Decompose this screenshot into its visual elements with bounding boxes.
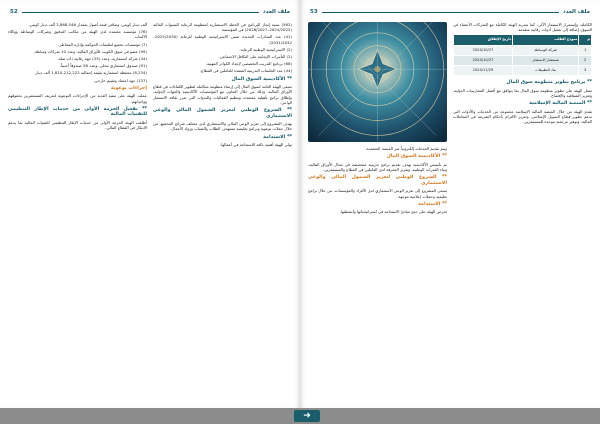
table-cell: 2024/10/27 bbox=[454, 55, 513, 65]
header-divider bbox=[322, 12, 559, 13]
section-heading: ** برنامج تطوير منظومة سوق المال bbox=[506, 80, 592, 86]
table-cell: 3 bbox=[579, 66, 592, 76]
section-text: تحرص الهيئة على دمج مبادئ الاستدامة في استراتيجياتها وأنشطتها. bbox=[339, 209, 447, 215]
right-page bbox=[300, 0, 600, 408]
column-left bbox=[308, 22, 447, 402]
section-text: يسعى المشروع إلى تعزيز الوعي الاستثماري لدى الأفراد والمؤسسات، من خلال برامج تعليمية وحملات إعلامية موجهة. bbox=[308, 188, 447, 199]
table-cell: 1 bbox=[579, 45, 592, 55]
list-item: (2) التأثيرات الإيجابية على التكافل الاجتماعي. bbox=[218, 54, 292, 60]
table-row bbox=[454, 66, 592, 76]
list-item: (44) شركة استثمارية، وعدد (25) جهة رقابية ذات صلة. bbox=[57, 56, 147, 62]
section-heading: إجراءات توعوية bbox=[110, 85, 147, 91]
list-item: (41) عدد المبادرات الجديدة ضمن الاستراتيجية الوطنية للرعاية (2025/2030–2031/2032) bbox=[153, 34, 292, 45]
section-heading: ** الشروع الوطني لتعزيز الشمول المالي والوعي الاستثماري bbox=[308, 175, 447, 186]
list-item: (7) مؤسسات تخضع لتعليمات الحوكمة وإدارة المخاطر. bbox=[58, 41, 147, 47]
list-item: (8,234) محفظة استثمارية بقيمة إجمالية 1,810,212,222 ألف دينار. bbox=[34, 70, 147, 76]
section-heading: ** الاستدامة bbox=[263, 134, 292, 140]
list-item: ألف دينار كويتي، وصافي قيمة أصول بمقدار 2,868,546 ألف دينار كويتي. bbox=[28, 22, 147, 27]
list-item: (2) الاستراتيجية الوطنية للرعاية. bbox=[239, 46, 292, 52]
header-title: ملف العدد bbox=[562, 9, 590, 15]
table-cell: 2024/11/29 bbox=[454, 66, 513, 76]
list-item: (137) جهة اعتماد وتقييم خارجي. bbox=[93, 77, 147, 83]
list-item: (562) نسبة إنجاز البرنامج في الخطة الاستثمارية لمنظومة الرعاية للسنوات المالية (2024/2025–2026/2027) في المؤسسة bbox=[153, 22, 292, 33]
table-header: نموذج الطلب bbox=[512, 35, 578, 45]
column-right bbox=[153, 22, 292, 402]
table-row bbox=[454, 45, 592, 55]
list-item: (91) صندوق استثماري محلي، وعدد 58 صندوقاً أجنبياً. bbox=[59, 63, 147, 69]
next-page-button[interactable] bbox=[294, 410, 320, 422]
table-header: م bbox=[579, 35, 592, 45]
page-header bbox=[10, 6, 290, 18]
section-text: تم تأسيس الأكاديمية بهدف تقديم برامج تدريبية متخصصة في مجال الأوراق المالية، وبناء القدرات الوطنية، وتعزيز المعرفة لدى العاملين في القطاع والمستثمرين. bbox=[308, 161, 447, 172]
table-cell: بنك التطبيقات bbox=[512, 66, 578, 76]
table-header: تاريخ الإطلاق bbox=[454, 35, 513, 45]
section-heading: ** المنصة المالية الإسلامية bbox=[529, 101, 592, 107]
ornament-svg bbox=[308, 22, 447, 142]
section-text: تسعى الهيئة العامة لسوق المال إلى إرساء منظومة متكاملة لتطوير الكفاءات في قطاع الأوراق المالية، وذلك من خلال التعاون مع المؤسسات الأكاديمية والجهات الدولية، وإطلاق برامج تأهيلية معتمدة، وتنظيم الفعاليات والندوات التي تعزز ثقافة الاستثمار الواعي. bbox=[153, 84, 292, 105]
table-cell: 2 bbox=[579, 55, 592, 65]
list-item: (66) برنامج التدريب التخصصي لإعداد الكوادر المهنية. bbox=[205, 61, 292, 67]
header-title: ملف العدد bbox=[262, 9, 290, 15]
table-cell: 2024/10/27 bbox=[454, 45, 513, 55]
column-left bbox=[8, 22, 147, 402]
viewer-toolbar bbox=[0, 408, 600, 424]
intro-text: الكاملة، وإستمرار الاستثمار الآلي، كما تسرية الهيئة الكاملة مع الشركات الأعضاء في السوق، إضافة إلى تفعيل أدوات رقابية متقدمة. bbox=[453, 22, 592, 33]
page-header bbox=[310, 6, 590, 18]
section-heading: ** الشروع الوطني لتعزيز الشمول المالي والوعي الاستثماري bbox=[153, 108, 292, 119]
section-text: تقدم الهيئة من خلال المنصة المالية الإسلامية مجموعة من الخدمات والأدوات التي تدعم تطوير قطاع التمويل الإسلامي، وتعزيز الالتزام بأحكام الشريعة في المعاملات المالية، وتوفير مرجعية موحدة للمستثمرين. bbox=[453, 108, 592, 125]
table-cell: مستشار الاستثمار bbox=[512, 55, 578, 65]
section-text: تعمل الهيئة على تطوير منظومة سوق المال بما يتوافق مع أفضل الممارسات الدولية، وتعزيز الشفافية والإفصاح. bbox=[453, 87, 592, 99]
section-text: أطلقت الهيئة الحزمة الأولى من خدمات الإطار التنظيمي للتقنيات المالية بما يدعم الابتكار في القطاع المالي. bbox=[8, 120, 147, 131]
section-heading: ** الأكاديمية السوق المال bbox=[386, 154, 447, 160]
section-heading: ** الاستدامة bbox=[418, 201, 447, 207]
table-row bbox=[454, 55, 592, 65]
list-item: (99) عضو في سوق الكويت للأوراق المالية، وعدد 10 شركات وساطة. bbox=[33, 48, 147, 54]
header-divider bbox=[22, 12, 259, 13]
intro-text: ويتم تقديم الخدمات إلكترونياً عبر المنصة المعتمدة. bbox=[365, 146, 447, 151]
list-item: (44) عدد الجلسات التدريبية المنفذة للعاملين في القطاع. bbox=[199, 68, 292, 74]
section-heading: ** تفعيل الحزمة الأولى من خدمات الإطار التنظيمي للتقنيات المالية bbox=[8, 106, 147, 118]
text-columns bbox=[8, 22, 292, 402]
section-heading: ** الأكاديمية السوق المال bbox=[231, 76, 292, 82]
table-cell: شركة الوساطة bbox=[512, 45, 578, 55]
launch-table bbox=[453, 34, 592, 76]
text-columns bbox=[308, 22, 592, 402]
section-text: تولي الهيئة أهمية بالغة للاستدامة في أعمالها. bbox=[219, 142, 292, 148]
page-number: 53 bbox=[310, 9, 318, 15]
column-right bbox=[453, 22, 592, 402]
section-text: عملت الهيئة على تنفيذ العديد من الإجراءات التوعوية لتعريف المستثمرين بحقوقهم وواجباتهم. bbox=[8, 93, 147, 104]
islamic-ornament-image bbox=[308, 22, 447, 142]
section-text: يهدف المشروع إلى تعزيز الوعي المالي والاستثماري لدى مختلف شرائح المجتمع، من خلال حملات توعوية وبرامج تعليمية تستهدف الطلاب والشباب ورواد الأعمال. bbox=[153, 121, 292, 132]
arrow-right-icon: ➜ bbox=[303, 411, 311, 421]
left-page bbox=[0, 0, 300, 408]
page-number: 52 bbox=[10, 9, 18, 15]
list-item: (76) مؤسسة معتمدة لدى الهيئة من مكاتب التدقيق وشركات الوساطة ووكلاء الاكتتاب. bbox=[8, 29, 147, 40]
